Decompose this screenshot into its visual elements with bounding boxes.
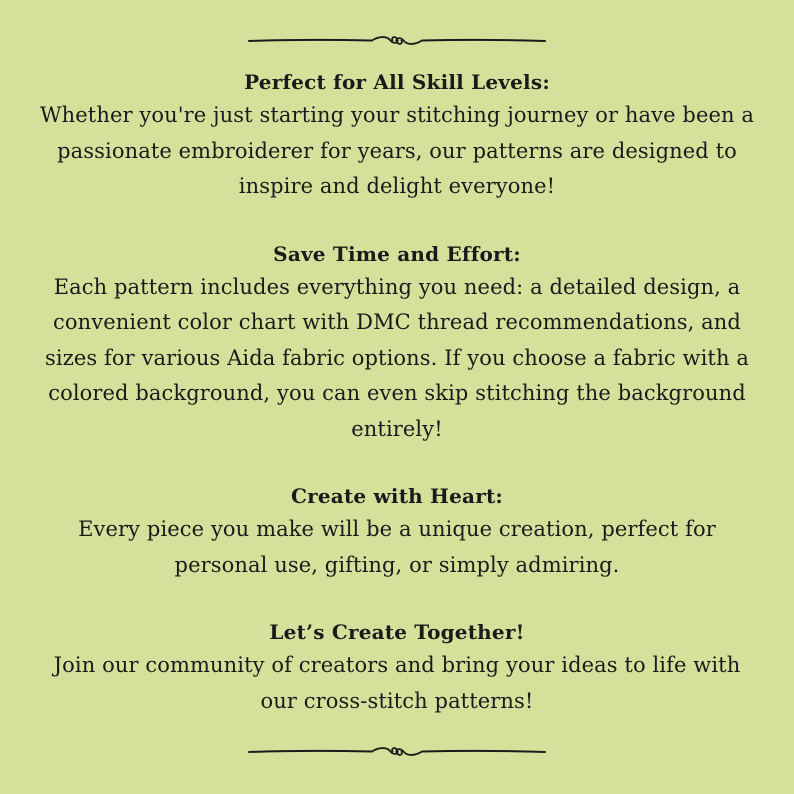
body-line: entirely! bbox=[351, 416, 443, 441]
top-ornamental-divider bbox=[247, 33, 547, 49]
body-line: our cross-stitch patterns! bbox=[260, 688, 534, 713]
section-body bbox=[27, 98, 767, 205]
body-line: convenient color chart with DMC thread recommendations, and bbox=[53, 310, 741, 334]
body-line: personal use, gifting, or simply admiring. bbox=[174, 552, 620, 577]
section-body bbox=[27, 648, 767, 719]
flourish-icon bbox=[247, 33, 547, 49]
section-heading: Let’s Create Together! bbox=[269, 620, 525, 644]
body-line: colored background, you can even skip stitching the background bbox=[48, 381, 746, 405]
body-line: Join our community of creators and bring your ideas to life with bbox=[53, 653, 741, 677]
body-line: sizes for various Aida fabric options. If you choose a fabric with a bbox=[45, 345, 749, 370]
body-line: passionate embroiderer for years, our patterns are designed to bbox=[57, 138, 737, 163]
section-heading: Create with Heart: bbox=[291, 484, 503, 508]
body-line: Whether you're just starting your stitching journey or have been a bbox=[39, 103, 755, 127]
section-body bbox=[27, 512, 767, 583]
section-heading: Perfect for All Skill Levels: bbox=[244, 70, 550, 94]
section-body bbox=[27, 270, 767, 448]
bottom-ornamental-divider bbox=[247, 744, 547, 760]
section-heading: Save Time and Effort: bbox=[273, 241, 521, 266]
section-create-together bbox=[0, 616, 794, 719]
section-save-time bbox=[0, 238, 794, 448]
section-skill-levels bbox=[0, 66, 794, 205]
body-line: inspire and delight everyone! bbox=[238, 174, 556, 198]
section-create-with-heart bbox=[0, 480, 794, 583]
body-line: Each pattern includes everything you need: a detailed design, a bbox=[53, 274, 741, 299]
flourish-icon bbox=[247, 744, 547, 760]
body-line: Every piece you make will be a unique creation, perfect for bbox=[78, 517, 716, 541]
feature-list bbox=[0, 66, 794, 719]
